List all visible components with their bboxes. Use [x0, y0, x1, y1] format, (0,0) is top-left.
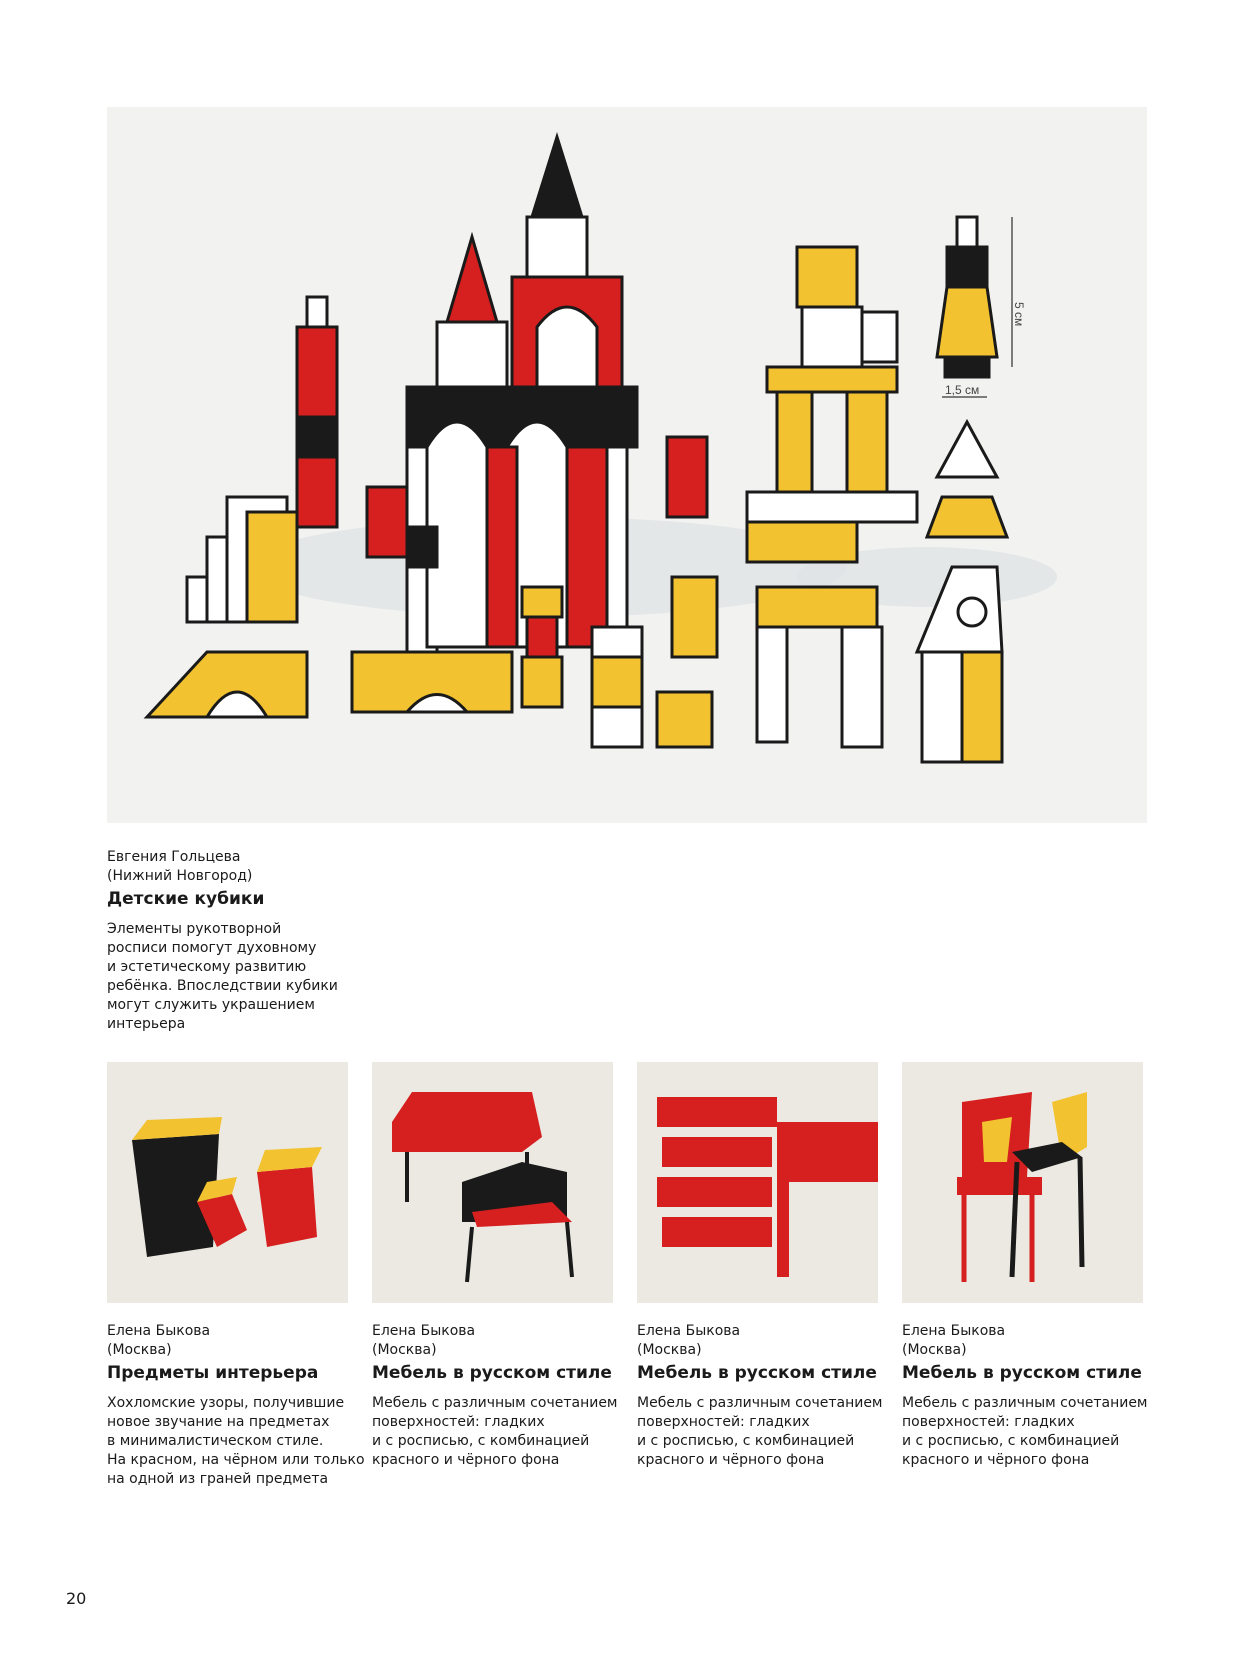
card-image-interior-boxes: [107, 1062, 348, 1303]
description-line: поверхностей: гладких: [637, 1414, 810, 1430]
author-name: Елена Быкова: [107, 1323, 211, 1339]
description-line: красного и чёрного фона: [637, 1452, 825, 1468]
description-line: Мебель с различным сочетанием: [372, 1395, 618, 1411]
author-name: Евгения Гольцева: [107, 849, 241, 865]
card-description: [637, 1394, 887, 1470]
page-number: 20: [66, 1589, 87, 1608]
card-image-table-and-chair: [372, 1062, 613, 1303]
card-caption: [372, 1322, 622, 1470]
description-line: новое звучание на предметах: [107, 1414, 330, 1430]
card-description: [107, 1394, 365, 1489]
description-line: и с росписью, с комбинацией: [372, 1433, 590, 1449]
main-title: Детские кубики: [107, 889, 265, 909]
main-illustration-children-blocks: [107, 107, 1147, 823]
description-line: и с росписью, с комбинацией: [637, 1433, 855, 1449]
description-line: красного и чёрного фона: [902, 1452, 1090, 1468]
author-city: (Москва): [107, 1342, 172, 1358]
main-caption: [107, 848, 447, 1034]
author-city: (Нижний Новгород): [107, 868, 253, 884]
card-image-red-shelves-and-table: [637, 1062, 878, 1303]
description-line: на одной из граней предмета: [107, 1471, 329, 1487]
card-description: [372, 1394, 622, 1470]
author-city: (Москва): [902, 1342, 967, 1358]
card-description: [902, 1394, 1152, 1470]
description-line: поверхностей: гладких: [902, 1414, 1075, 1430]
description-line: интерьера: [107, 1016, 186, 1032]
description-line: Хохломские узоры, получившие: [107, 1395, 345, 1411]
card-title: Мебель в русском стиле: [902, 1363, 1142, 1383]
description-line: в минималистическом стиле.: [107, 1433, 324, 1449]
card-title: Мебель в русском стиле: [372, 1363, 612, 1383]
card-author: [372, 1322, 622, 1360]
author-city: (Москва): [372, 1342, 437, 1358]
card-author: [637, 1322, 887, 1360]
author-name: Елена Быкова: [902, 1323, 1006, 1339]
author-name: Елена Быкова: [372, 1323, 476, 1339]
main-description: [107, 920, 447, 1034]
description-line: и эстетическому развитию: [107, 959, 307, 975]
card-caption: [902, 1322, 1152, 1470]
description-line: На красном, на чёрном или только: [107, 1452, 365, 1468]
description-line: красного и чёрного фона: [372, 1452, 560, 1468]
description-line: Элементы рукотворной: [107, 921, 282, 937]
card-caption: [107, 1322, 365, 1489]
description-line: росписи помогут духовному: [107, 940, 317, 956]
author-city: (Москва): [637, 1342, 702, 1358]
main-author: [107, 848, 447, 886]
card-caption: [637, 1322, 887, 1470]
card-author: [107, 1322, 357, 1360]
card-title: Мебель в русском стиле: [637, 1363, 877, 1383]
description-line: ребёнка. Впоследствии кубики: [107, 978, 338, 994]
description-line: Мебель с различным сочетанием: [902, 1395, 1148, 1411]
card-title: Предметы интерьера: [107, 1363, 319, 1383]
description-line: могут служить украшением: [107, 997, 315, 1013]
card-author: [902, 1322, 1152, 1360]
annotation-height: 5 см: [1012, 302, 1026, 327]
description-line: и с росписью, с комбинацией: [902, 1433, 1120, 1449]
author-name: Елена Быкова: [637, 1323, 741, 1339]
card-image-two-chairs: [902, 1062, 1143, 1303]
annotation-width: 1,5 см: [945, 383, 980, 397]
description-line: поверхностей: гладких: [372, 1414, 545, 1430]
description-line: Мебель с различным сочетанием: [637, 1395, 883, 1411]
